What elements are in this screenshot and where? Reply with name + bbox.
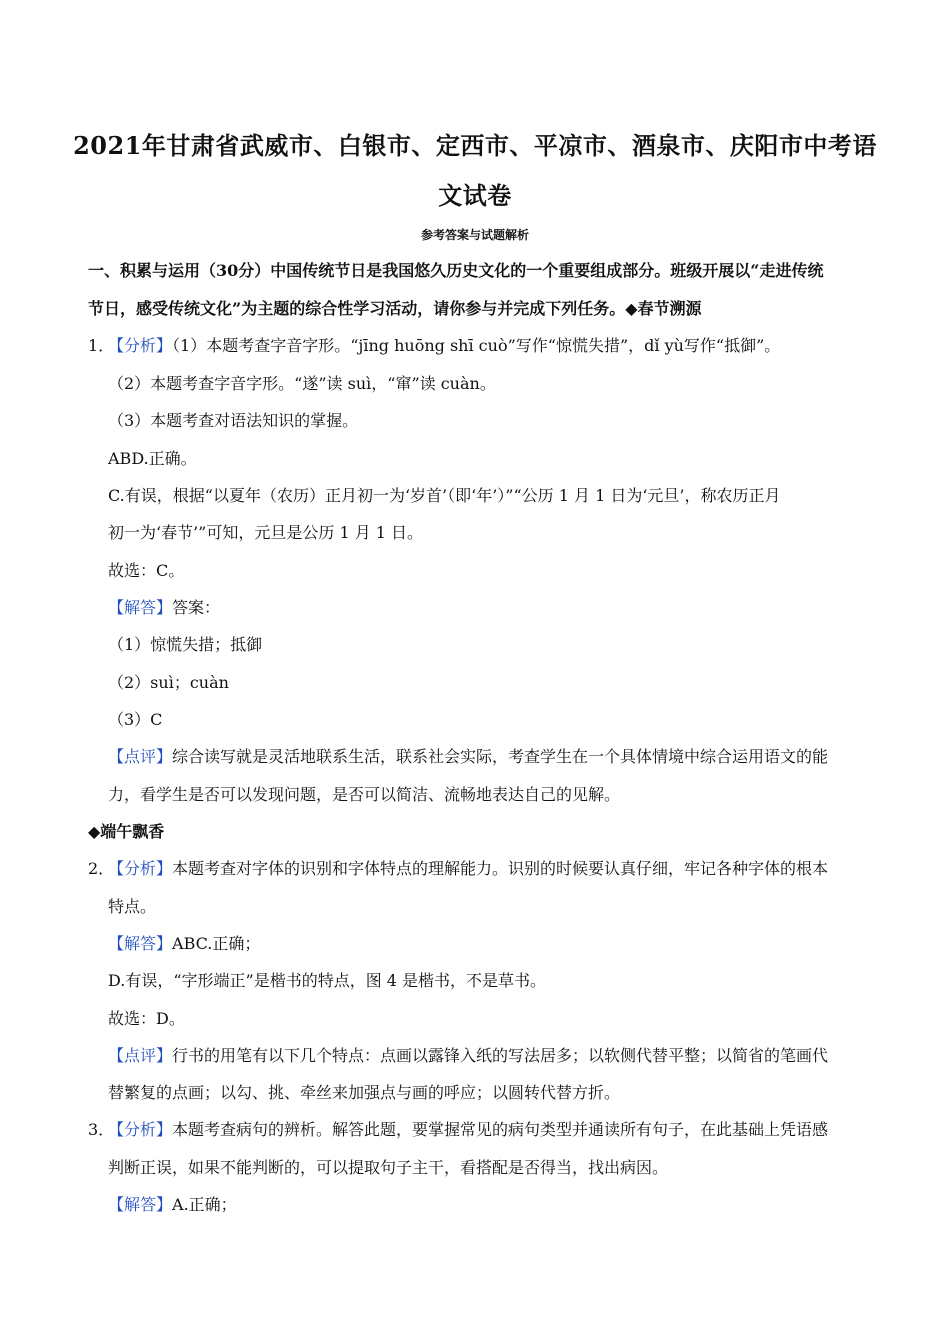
section-duanwu-heading: ◆端午飘香 [88,822,165,841]
question-2-analysis [108,859,828,879]
question-3-analysis [108,1120,828,1140]
question-2-answer [108,934,260,954]
question-2-answer-text: ABC.正确； [172,934,261,953]
question-1-comment [108,747,828,767]
question-2-answer-line: 故选：D。 [108,1009,185,1028]
question-2-answer-line: D.有误，“字形端正”是楷书的特点，图 4 是楷书，不是草书。 [108,971,547,990]
analysis-tag: 【分析】 [108,1120,173,1139]
question-3-line: 判断正误，如果不能判断的，可以提取句子主干，看搭配是否得当，找出病因。 [108,1158,669,1177]
comment-tag: 【点评】 [108,1046,173,1065]
question-1-analysis [108,336,780,356]
question-1-answer-head: 答案： [172,598,221,617]
answer-tag: 【解答】 [108,598,173,617]
question-2-line: 特点。 [108,897,157,916]
answer-tag: 【解答】 [108,1195,173,1214]
answer-tag: 【解答】 [108,934,173,953]
document-subtitle: 参考答案与试题解析 [420,228,529,242]
question-1-answer-line: （3）C [108,710,163,729]
question-2-comment-line: 替繁复的点画；以勾、挑、牵丝来加强点与画的呼应；以圆转代替方折。 [108,1083,621,1102]
question-2-analysis-text: 本题考查对字体的识别和字体特点的理解能力。识别的时候要认真仔细，牢记各种字体的根本 [172,859,829,878]
question-1-number: 1． [88,336,115,355]
comment-tag: 【点评】 [108,747,173,766]
question-1-line: ABD.正确。 [108,449,197,468]
question-1-comment-text: 综合读写就是灵活地联系生活，联系社会实际，考查学生在一个具体情境中综合运用语文的能 [172,747,829,766]
question-1-comment-line: 力，看学生是否可以发现问题，是否可以简洁、流畅地表达自己的见解。 [108,785,621,804]
question-2-comment-text: 行书的用笔有以下几个特点：点画以露锋入纸的写法居多；以软侧代替平整；以简省的笔画代 [172,1046,829,1065]
question-1-line: （2）本题考查字音字形。“遂”读 suì，“窜”读 cuàn。 [108,374,496,393]
question-1-answer-line: （2）suì；cuàn [108,673,229,692]
question-2-comment [108,1046,828,1066]
question-3-analysis-text: 本题考查病句的辨析。解答此题，要掌握常见的病句类型并通读所有句子，在此基础上凭语感 [172,1120,829,1139]
document-title-line-1: 2021年甘肃省武威市、白银市、定西市、平凉市、酒泉市、庆阳市中考语 [73,131,877,160]
question-1-line: 故选：C。 [108,561,185,580]
analysis-tag: 【分析】 [108,859,173,878]
question-3-answer-text: A.正确； [172,1195,237,1214]
question-1-line: （3）本题考查对语法知识的掌握。 [108,411,359,430]
question-1-line: 初一为‘春节’”可知，元旦是公历 1 月 1 日。 [108,523,424,542]
analysis-tag: 【分析】 [108,336,173,355]
question-1-line: C.有误，根据“以夏年（农历）正月初一为‘岁首’（即‘年’）”“公历 1 月 1 日为‘元旦’，称农历正月 [108,486,781,505]
question-1-answer-line: （1）惊慌失措；抵御 [108,635,263,654]
document-title-line-2: 文试卷 [438,181,512,210]
question-2-number: 2． [88,859,115,878]
section-1-heading-line-1: 一、积累与运用（30分）中国传统节日是我国悠久历史文化的一个重要组成部分。班级开展以“走进传统 [88,261,824,280]
question-3-answer [108,1195,237,1215]
question-1-answer [108,598,220,618]
question-3-number: 3． [88,1120,115,1139]
section-1-heading-line-2: 节日，感受传统文化”为主题的综合性学习活动，请你参与并完成下列任务。◆春节溯源 [88,299,702,318]
question-1-analysis-text: （1）本题考查字音字形。“jīng huōng shī cuò”写作“惊慌失措”，dǐ yù写作“抵御”。 [172,336,781,355]
